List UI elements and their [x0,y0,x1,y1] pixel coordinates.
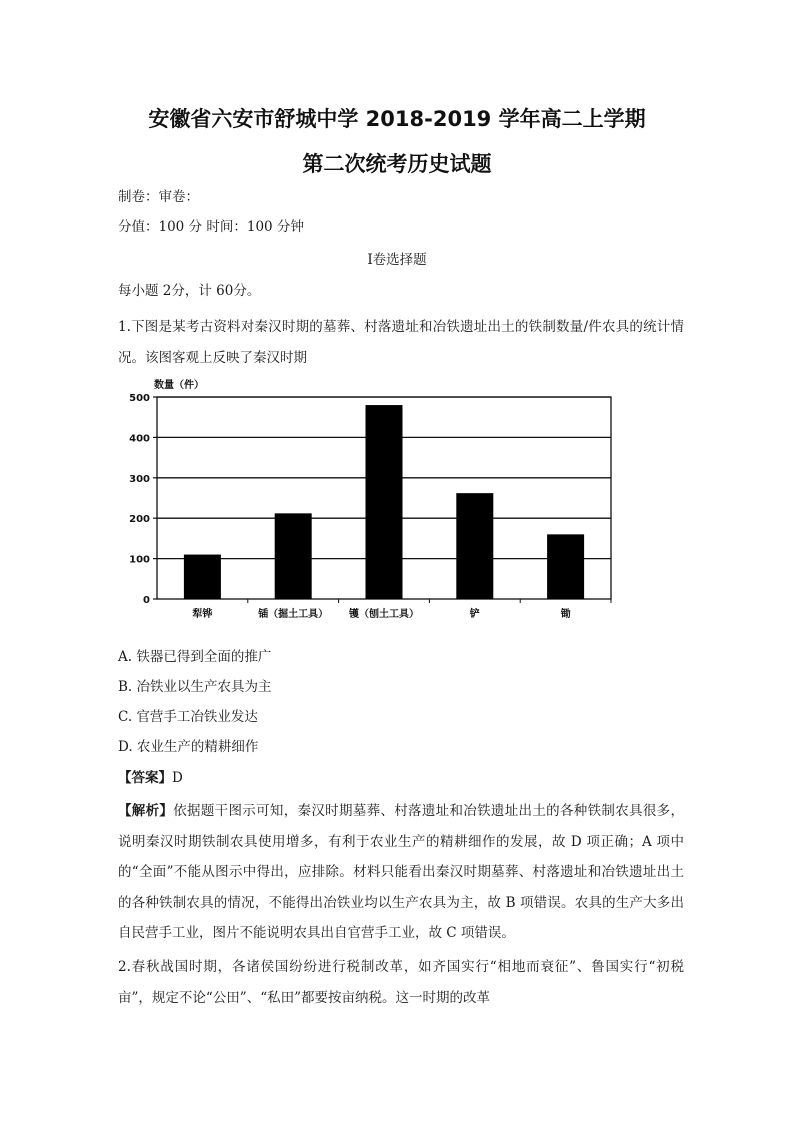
y-tick-label-500: 500 [129,393,150,404]
option-c: C. 官营手工冶铁业发达 [118,709,258,725]
bar-chart [118,370,618,625]
section-instruction: 每小题 2分，计 60分。 [118,283,261,299]
option-b: B. 冶铁业以生产农具为主 [118,679,272,695]
question1-stem: 1.下图是某考古资料对秦汉时期的墓葬、村落遗址和冶铁遗址出土的铁制数量/件农具的统计情况。该图客观上反映了秦汉时期 [118,319,684,366]
analysis-paragraph [118,796,684,949]
y-tick-label-0: 0 [143,595,150,606]
section-title: Ⅰ卷选择题 [367,252,427,268]
bar-4 [456,493,493,599]
y-tick-label-200: 200 [129,514,150,526]
y-tick-label-300: 300 [129,473,150,485]
document-title-line2: 第二次统考历史试题 [302,152,492,176]
bar-5 [547,534,584,599]
bar-2 [275,513,312,599]
option-a: A. 铁器已得到全面的推广 [118,649,272,665]
x-tick-label-2: 锸（掘土工具） [258,609,329,620]
x-tick-label-4: 铲 [469,609,480,620]
y-tick-label-400: 400 [129,433,150,445]
y-tick-label-100: 100 [129,554,150,566]
answer-label: 【答案】 [118,770,172,786]
document-title-line1: 安徽省六安市舒城中学 2018-2019 学年高二上学期 [148,107,646,131]
answer-line [118,768,183,788]
meta-score-time: 分值：100 分 时间：100 分钟 [118,219,304,235]
analysis-text: 依据题干图示可知，秦汉时期墓葬、村落遗址和冶铁遗址出土的各种铁制农具很多，说明秦汉时期铁制农具使用增多，有利于农业生产的精耕细作的发展，故 D 项正确；A 项中的“全面”不能从图示中得出，应排除。材料只能看出秦汉时期墓葬、村落遗址和冶铁遗址出土的各种铁制农具的情况，不能得出冶铁业均以生产农具为主，故 B 项错误。农具的生产大多出自民营手工业，图片不能说明农具出自官营手工业，故 C 项错误。 [118,803,684,941]
x-tick-label-5: 锄 [560,609,571,620]
x-tick-label-3: 镬（刨土工具） [349,609,419,620]
analysis-label: 【解析】 [118,803,174,819]
option-d: D. 农业生产的精耕细作 [118,739,259,755]
bar-3 [366,405,403,599]
y-axis-label: 数量（件） [154,380,204,391]
question2-stem: 2.春秋战国时期，各诸侯国纷纷进行税制改革，如齐国实行“相地而衰征”、鲁国实行“初税亩”，规定不论“公田”、“私田”都要按亩纳税。这一时期的改革 [118,959,684,1006]
answer-value: D [172,770,183,786]
bar-1 [184,555,221,599]
meta-makers: 制卷：审卷： [118,189,199,205]
x-tick-label-1: 犁铧 [192,609,213,620]
